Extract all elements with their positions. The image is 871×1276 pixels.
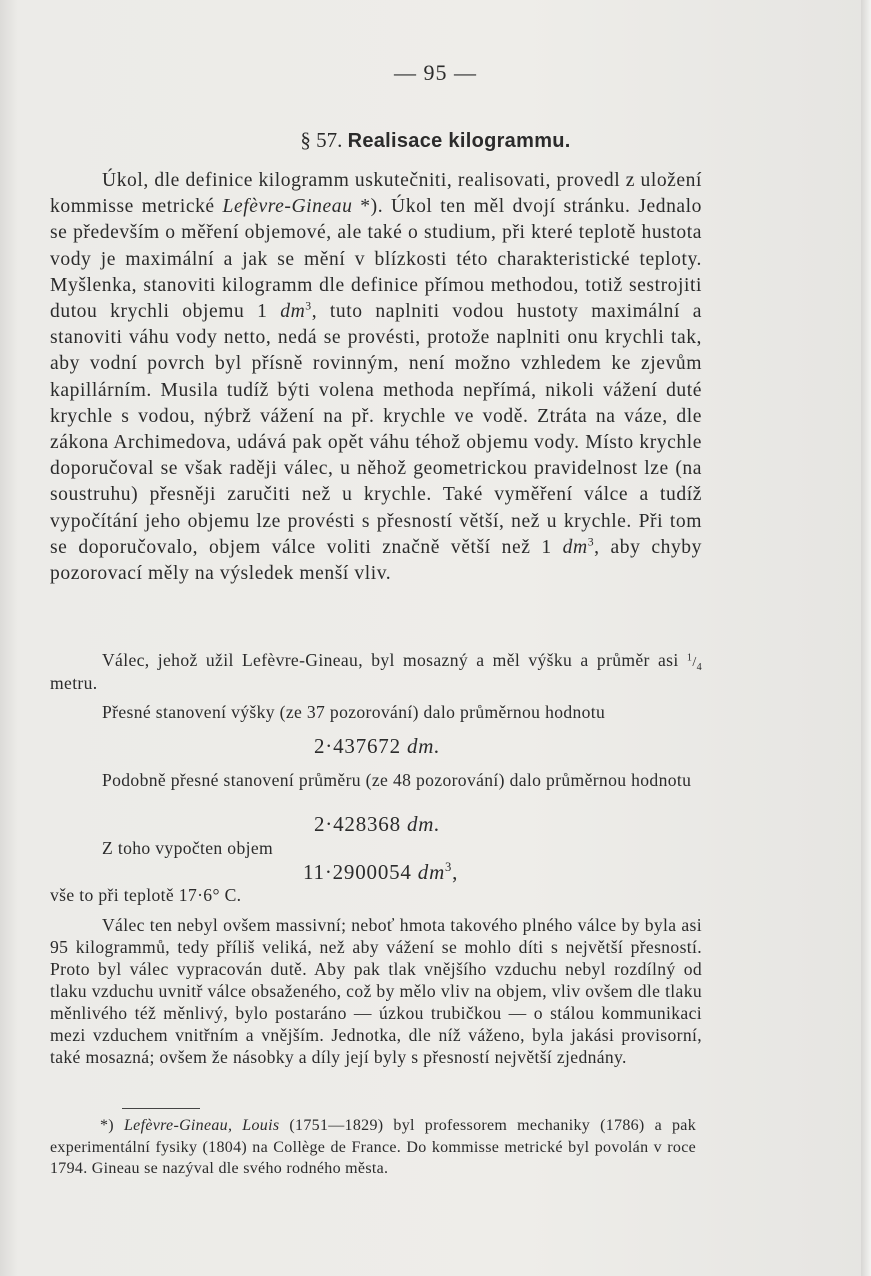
formula-value: 11·2900054: [303, 860, 412, 884]
formula-value: 2·428368: [314, 812, 401, 836]
small-paragraph: Přesné stanovení výšky (ze 37 pozorování) dalo průměrnou hodnotu: [102, 702, 606, 722]
exponent: 3: [445, 860, 453, 874]
page-number: — 95 —: [394, 60, 477, 85]
small-paragraph: Z toho vypočten objem: [102, 838, 274, 858]
footnote-paragraph: [50, 1115, 696, 1180]
volume-paragraph: [50, 838, 702, 859]
formula-height: [314, 734, 440, 759]
section-symbol: § 57.: [300, 128, 343, 152]
footnote-name: Lefèvre-Gineau, Louis: [123, 1117, 280, 1134]
text-run: Úkol, dle definice kilogramm uskutečniti, realisovati, provedl z uložení kommisse metrické: [50, 170, 702, 218]
fraction: [686, 652, 702, 673]
text-run: , tuto naplniti vodou hustoty maximální a stanoviti váhu vody netto, nedá se provésti, protože naplniti onu krychli tak, aby vodní povrch byl přísně rovinným, není možno vzhledem ke zjevům kapillárním. Musila tudíž býti volena methoda nepřímá, nikoli vážení duté krychle s vodou, nýbrž vážení na př. krychle ve vodě. Ztráta na váze, dle zákona Archimedova, udává pak opět váhu téhož objemu vody. Místo krychle doporučoval se však raději válec, u něhož geometrickou pravidelnost lze (na soustruhu) přesněji zaručiti než u krychle. Také vyměření válce a tudíž vypočítání jeho objemu lze provésti s přesností větší, než u krychle. Při tom se doporučovalo, objem válce voliti značně větší než 1: [50, 301, 702, 558]
small-paragraph: [50, 650, 702, 695]
main-text: [50, 168, 702, 587]
exponent: 3: [587, 535, 595, 549]
text-run: Válec, jehož užil Lefèvre-Gineau, byl mosazný a měl výšku a průměr asi: [102, 650, 687, 670]
diameter-paragraph: [50, 770, 702, 791]
section-heading: [0, 128, 871, 153]
exponent: 3: [305, 299, 312, 313]
footnote-divider: [122, 1108, 200, 1109]
small-paragraph: Válec ten nebyl ovšem massivní; neboť hmota takového plného válce by byla asi 95 kilogrammů, tedy příliš veliká, než aby vážení se mohlo díti s největší přesností. Proto byl válec vypracován dutě. Aby pak tlak vnějšího vzduchu nebyl rozdílný od tlaku vzduchu uvnitř válce obsaženého, což by mělo vliv na objem, vliv ovšem dle tlaku měnlivého též měnlivý, bylo postaráno — úzkou trubičkou — o stálou kommunikaci mezi vzduchem vnitřním a vnějším. Jednotka, dle níž váženo, byla jakási provisorní, také mosazná; ovšem že násobky a díly její byly s přesností největší zjednány.: [50, 915, 702, 1067]
formula-unit: dm: [417, 860, 446, 884]
hollow-cylinder-paragraph: [50, 914, 702, 1068]
fraction-denominator: 4: [696, 661, 702, 673]
footnote-marker: *): [100, 1117, 114, 1134]
formula-diameter: [314, 812, 440, 837]
author-name: Lefèvre-Gineau: [222, 196, 353, 218]
text-run: metru.: [50, 673, 98, 694]
unit-dm: dm: [280, 301, 306, 323]
formula-unit: dm.: [406, 734, 441, 758]
footnote: [50, 1115, 696, 1180]
height-paragraph: [50, 702, 702, 723]
fraction-numerator: 1: [686, 652, 693, 664]
temperature-line: [50, 885, 702, 906]
formula-unit: dm.: [406, 812, 441, 836]
small-paragraph: Podobně přesné stanovení průměru (ze 48 pozorování) dalo průměrnou hodnotu: [102, 770, 692, 790]
fraction-slash: /: [692, 654, 697, 670]
text-run: , aby chyby pozorovací měly na výsledek menší vliv.: [50, 536, 702, 585]
formula-value: 2·437672: [314, 734, 401, 758]
main-paragraph: [50, 168, 702, 587]
footnote-text: (1751—1829) byl professorem mechaniky (1786) a pak experimentální fysiky (1804) na Collège de France. Do kommisse metrické byl povolán v roce 1794. Gineau se nazýval dle svého rodného města.: [50, 1117, 696, 1178]
page-edge: [861, 0, 871, 1276]
formula-punct: ,: [452, 860, 459, 884]
text-run: *). Úkol ten měl dvojí stránku. Jednalo se především o měření objemové, ale také o studium, při které teplotě hustota vody je maximální a jak se mění v blízkosti této charakteristické teploty. Myšlenka, stanoviti kilogramm dle definice přímou methodou, totiž sestrojiti dutou krychli objemu 1: [50, 196, 702, 323]
cylinder-paragraph: [50, 650, 702, 695]
formula-volume: [303, 860, 458, 885]
unit-dm: dm: [562, 536, 588, 558]
section-title: Realisace kilogrammu.: [347, 130, 571, 152]
temperature-text: vše to při teplotě 17·6° C.: [50, 885, 242, 905]
